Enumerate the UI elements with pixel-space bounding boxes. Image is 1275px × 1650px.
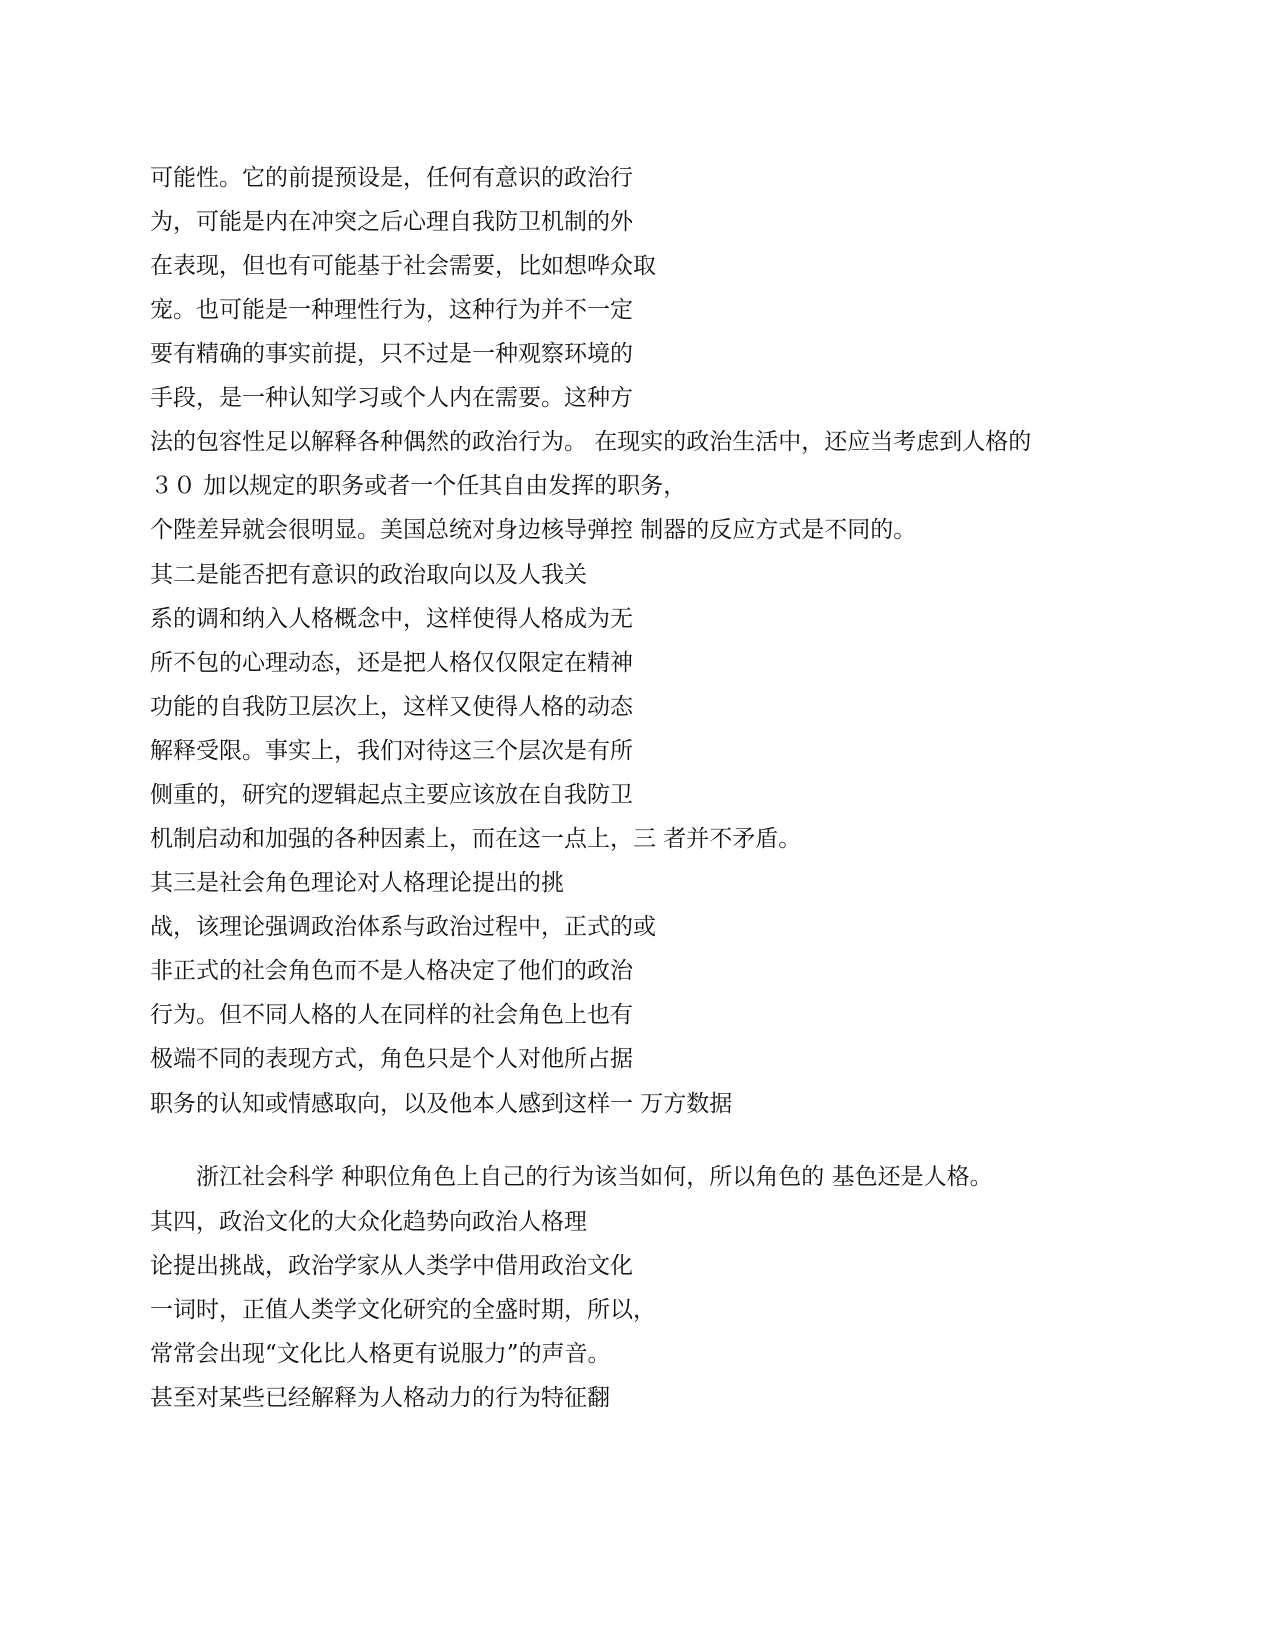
text-line: 可能性。它的前提预设是，任何有意识的政治行 <box>150 165 633 191</box>
text-line: 个陛差异就会很明显。美国总统对身边核导弹控 制器的反应方式是不同的。 <box>150 517 917 543</box>
text-line: 战，该理论强调政治体系与政治过程中，正式的或 <box>150 914 656 940</box>
text-line: 职务的认知或情感取向，以及他本人感到这样一 万方数据 <box>150 1091 733 1117</box>
text-line: ３０ 加以规定的职务或者一个任其自由发挥的职务， <box>150 473 687 499</box>
text-line: 解释受限。事实上，我们对待这三个层次是有所 <box>150 738 633 764</box>
text-line: 浙江社会科学 种职位角色上自己的行为该当如何，所以角色的 基色还是人格。 <box>196 1164 993 1190</box>
text-line: 极端不同的表现方式，角色只是个人对他所占据 <box>150 1046 633 1072</box>
text-line: 一词时，正值人类学文化研究的全盛时期，所以， <box>150 1297 656 1323</box>
text-line: 常常会出现“文化比人格更有说服力”的声音。 <box>150 1341 611 1367</box>
text-line: 宠。也可能是一种理性行为，这种行为并不一定 <box>150 297 633 323</box>
text-line: 功能的自我防卫层次上，这样又使得人格的动态 <box>150 694 633 720</box>
text-line: 其二是能否把有意识的政治取向以及人我关 <box>150 562 587 588</box>
text-line: 系的调和纳入人格概念中，这样使得人格成为无 <box>150 606 633 632</box>
text-line: 要有精确的事实前提，只不过是一种观察环境的 <box>150 341 633 367</box>
text-line: 法的包容性足以解释各种偶然的政治行为。 在现实的政治生活中，还应当考虑到人格的 <box>150 429 1032 455</box>
text-line: 为，可能是内在冲突之后心理自我防卫机制的外 <box>150 209 633 235</box>
text-line: 非正式的社会角色而不是人格决定了他们的政治 <box>150 958 633 984</box>
text-line: 其四，政治文化的大众化趋势向政治人格理 <box>150 1209 587 1235</box>
text-line: 其三是社会角色理论对人格理论提出的挑 <box>150 870 564 896</box>
text-line: 行为。但不同人格的人在同样的社会角色上也有 <box>150 1002 633 1028</box>
text-line: 机制启动和加强的各种因素上，而在这一点上，三 者并不矛盾。 <box>150 826 802 852</box>
text-line: 手段，是一种认知学习或个人内在需要。这种方 <box>150 385 633 411</box>
text-line: 甚至对某些已经解释为人格动力的行为特征翻 <box>150 1385 610 1411</box>
text-line: 在表现，但也有可能基于社会需要，比如想哗众取 <box>150 253 656 279</box>
text-line: 论提出挑战，政治学家从人类学中借用政治文化 <box>150 1253 633 1279</box>
text-line: 所不包的心理动态，还是把人格仅仅限定在精神 <box>150 650 633 676</box>
text-line: 侧重的，研究的逻辑起点主要应该放在自我防卫 <box>150 782 633 808</box>
